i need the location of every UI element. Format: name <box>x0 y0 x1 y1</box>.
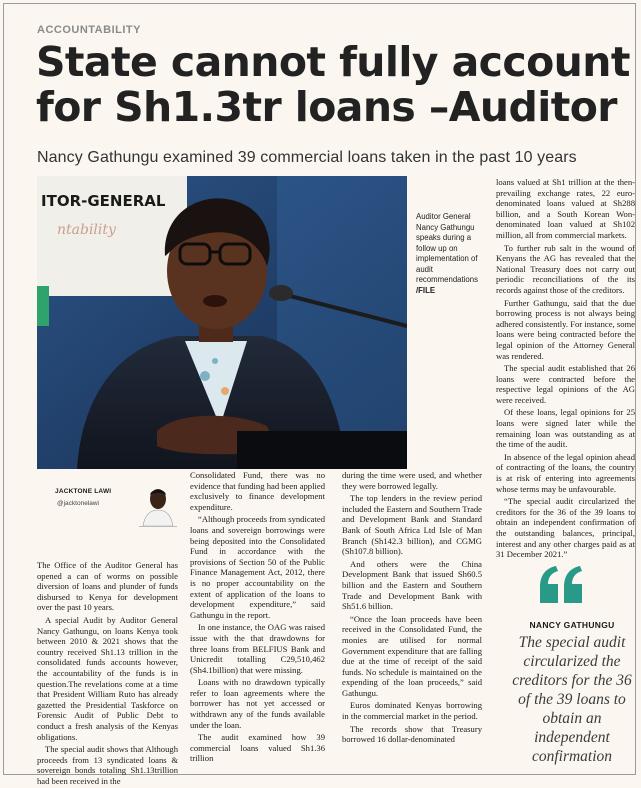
col4-paragraph: Of these loans, legal opinions for 25 loans were signed later while the remaining loan was outstanding as at the time of the audit. <box>496 407 635 450</box>
col4-paragraph: Further Gathungu, said that the due borrowing process is not always being adhered consistently. For instance, some loans were being contracted before the legal opinion of the Attorney General was rendered. <box>496 297 635 361</box>
col3-paragraph: And others were the China Development Bank that issued Sh60.5 billion and the Eastern and Southern Trade and Development Bank with Sh51.6 billion. <box>342 558 482 612</box>
col3-paragraph: “Once the loan proceeds have been received in the Consolidated Fund, the monies are utilised for normal Government expenditure that are falling due at the time of receipt of the said funds. No schedule is maintained on the expending of the loan proceeds,” said Gathungu. <box>342 613 482 698</box>
author-name: JACKTONE LAWI <box>55 488 112 495</box>
col2-paragraph: “Although proceeds from syndicated loans and sovereign borrowings were being deposited into the Consolidated Fund in accordance with the provisions of Section 50 of the Public Finance Management Act, 2012, there is no proper accountability on the extent of application of the loans to development expenditure,” said Gathungu in the report. <box>190 514 325 620</box>
author-handle: @jacktonelawi <box>57 500 100 507</box>
auditor-photo <box>37 176 407 469</box>
caption-text: Auditor General Nancy Gathungu speaks during a follow up on implementation of audit recommendations <box>416 212 478 284</box>
section-label: ACCOUNTABILITY <box>37 24 141 36</box>
author-avatar <box>139 482 177 527</box>
quote-mark-icon <box>538 565 586 605</box>
col2-paragraph: Loans with no drawdown typically refer to loan agreements where the borrower has not yet accessed or withdrawn any of the funds available under the loan. <box>190 677 325 730</box>
subheadline: Nancy Gathungu examined 39 commercial loans taken in the past 10 years <box>37 149 577 166</box>
headline-line-2: for Sh1.3tr loans –Auditor <box>36 83 617 131</box>
caption-credit: /FILE <box>416 285 436 295</box>
backdrop-banner-script: ntability <box>57 222 116 238</box>
col4-paragraph: “The special audit circularized the creditors for the 36 of the 39 loans to obtain an independent confirmation of the outstanding balances, principal, interest and any other charges paid as at 31 December 2021.” <box>496 496 635 560</box>
article-column-4 <box>496 177 635 562</box>
pullquote-name: NANCY GATHUNGU <box>529 620 615 630</box>
col3-paragraph: The top lenders in the review period included the Eastern and Southern Trade and Development Bank and Standard Bank of South Africa Ltd Isle of Man Branch (Sh142.3 billion), and CGMG (Sh107.8 billion). <box>342 493 482 557</box>
col2-paragraph: Consolidated Fund, there was no evidence that funding had been applied exclusively to finance development expenditure. <box>190 470 325 512</box>
col4-paragraph: In absence of the legal opinion ahead of contracting of the loans, the country is at risk of entering into agreements whose terms may be unfavourable. <box>496 451 635 494</box>
article-column-1 <box>37 560 178 788</box>
headline-line-1: State cannot fully account <box>36 38 630 86</box>
byline <box>37 480 178 550</box>
backdrop-banner-text: ITOR-GENERAL <box>41 192 166 210</box>
col4-paragraph: To further rub salt in the wound of Kenyans the AG has revealed that the National Treasury does not carry out periodic reconciliations of the its records against those of the creditors. <box>496 242 635 295</box>
col4-paragraph: loans valued at Sh1 trillion at the then-prevailing exchange rates, 22 euro-denominated loans valued at Sh288 billion, and a South Korean Won-denominated loan valued at Sh102 million, all from commercial markets. <box>496 177 635 240</box>
headline <box>36 40 636 130</box>
pullquote-text: The special audit circularized the creditors for the 36 of the 39 loans to obtain an independent confirmation <box>512 634 632 765</box>
avatar-icon <box>139 482 177 526</box>
col1-paragraph: The Office of the Auditor General has opened a can of worms on possible diversion of loans and plunder of funds disbursed to Kenya for development over the past 10 years. <box>37 560 178 613</box>
col2-paragraph: In one instance, the OAG was raised issue with the that drawdowns for three loans from BELFIUS Bank and Unicredit totalling C29,510,462 (Sh4.1billion) that were missing. <box>190 622 325 675</box>
col3-paragraph: The records show that Treasury borrowed 16 dollar-denominated <box>342 723 482 745</box>
article-column-2 <box>190 470 325 766</box>
col1-paragraph: The special audit shows that Although proceeds from 13 syndicated loans & sovereign bonds totaling Sh1.13trillion had been received in the <box>37 744 178 786</box>
article-column-3 <box>342 470 482 747</box>
col3-paragraph: Euros dominated Kenyas borrowing in the commercial market in the period. <box>342 700 482 722</box>
col4-paragraph: The special audit established that 26 loans were contracted before the respective legal opinions of the AG were received. <box>496 363 635 405</box>
col3-paragraph: during the time were used, and whether they were borrowed legally. <box>342 470 482 491</box>
col1-paragraph: A special Audit by Auditor General Nancy Gathungu, on loans Kenya took between 2010 & 2021 shows that the country received Sh1.13 trillion in the consolidated funds accounts however, the accountability of the funds is in question.The revelations come at a time that President William Ruto has already gazetted the Presidential Taskforce on Forensic Audit of Public Debt to conduct a fresh analysis of the Kenyas obligations. <box>37 614 178 742</box>
col2-paragraph: The audit examined how 39 commercial loans valued Sh1.36 trillion <box>190 732 325 764</box>
photo-illustration <box>37 176 407 469</box>
photo-caption <box>416 212 490 296</box>
